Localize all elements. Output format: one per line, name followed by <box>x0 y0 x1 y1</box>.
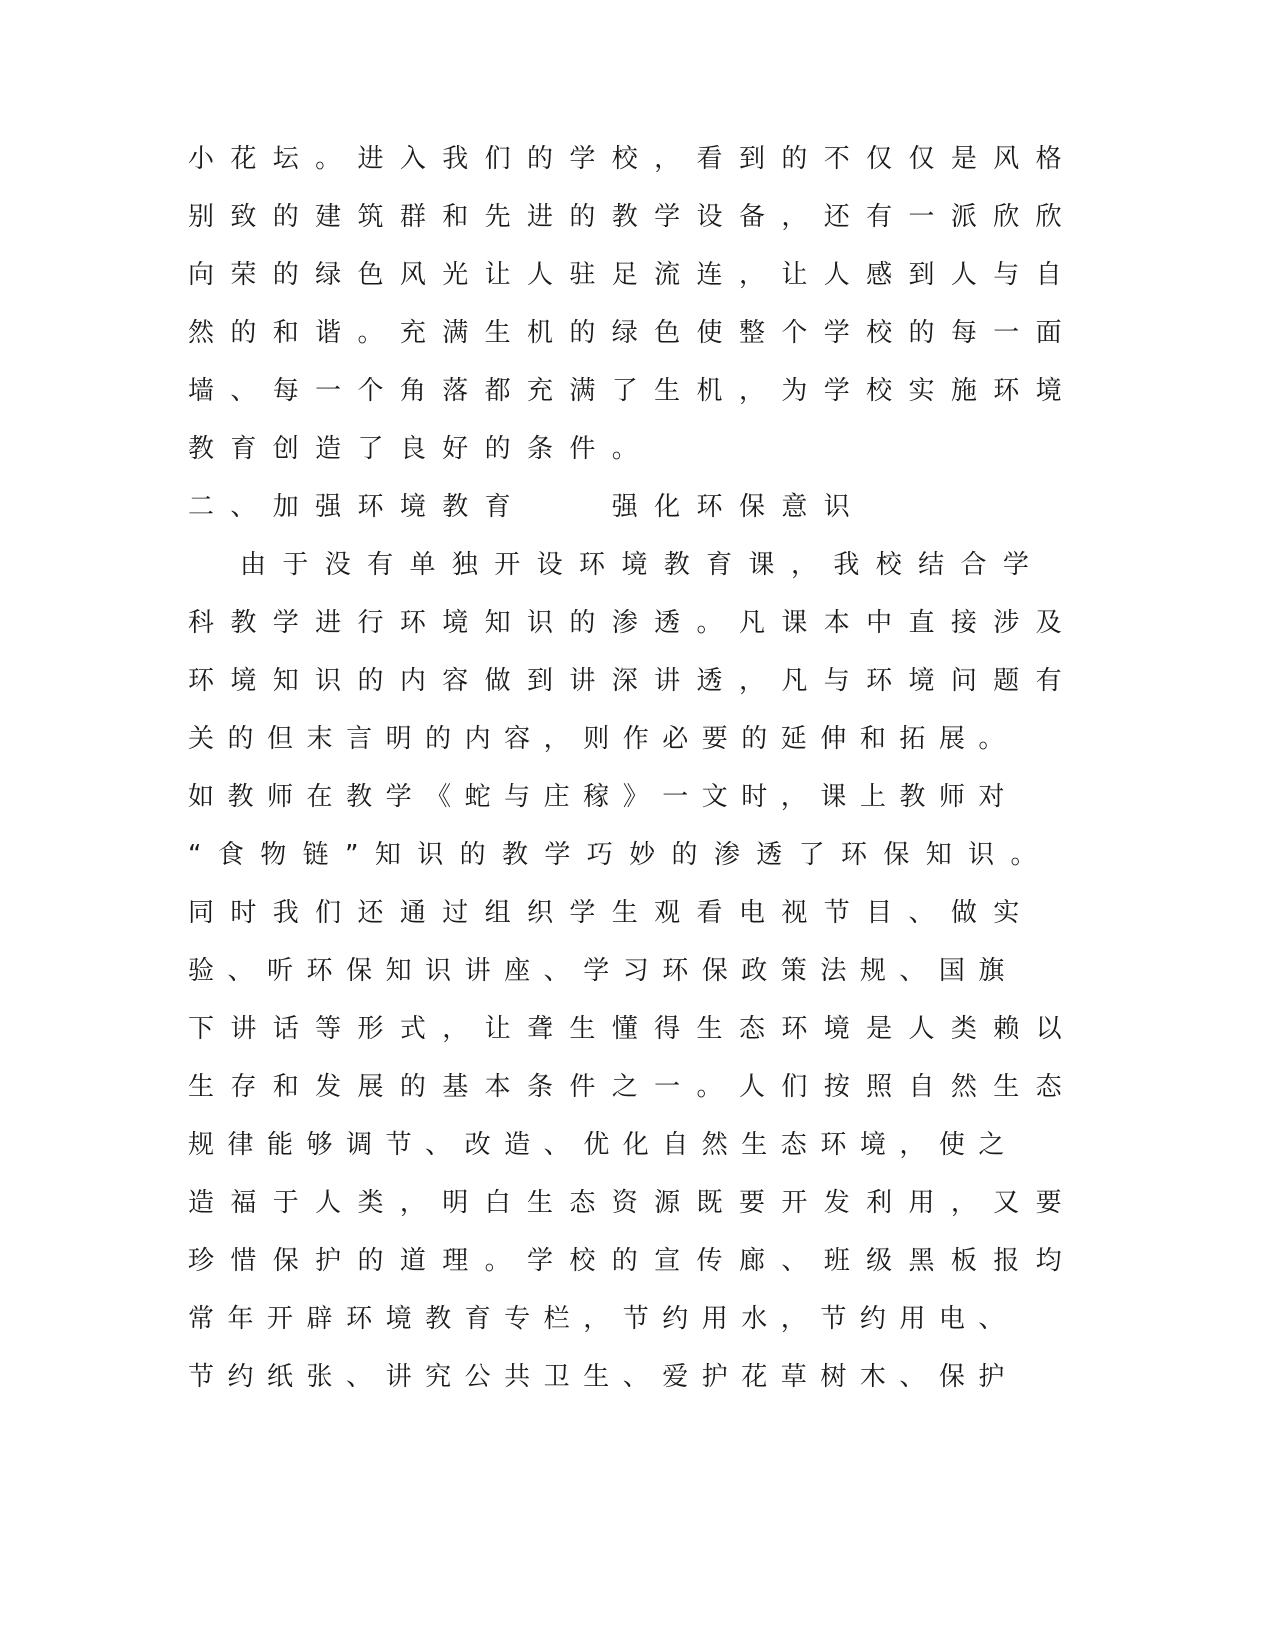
text-line: 下讲话等形式，让聋生懂得生态环境是人类赖以 <box>188 1014 1078 1044</box>
text-line: 墙、每一个角落都充满了生机，为学校实施环境 <box>188 376 1078 406</box>
text-line: 生存和发展的基本条件之一。人们按照自然生态 <box>188 1072 1078 1102</box>
text-line: 常年开辟环境教育专栏，节约用水，节约用电、 <box>188 1304 1018 1334</box>
text-line: 教育创造了良好的条件。 <box>188 434 655 464</box>
text-line: 环境知识的内容做到讲深讲透，凡与环境问题有 <box>188 666 1078 696</box>
text-line: 然的和谐。充满生机的绿色使整个学校的每一面 <box>188 318 1078 348</box>
text-line: 关的但末言明的内容，则作必要的延伸和拓展。 <box>188 724 1018 754</box>
text-line: 科教学进行环境知识的渗透。凡课本中直接涉及 <box>188 608 1078 638</box>
text-line: 珍惜保护的道理。学校的宣传廊、班级黑板报均 <box>188 1246 1078 1276</box>
text-line: 同时我们还通过组织学生观看电视节目、做实 <box>188 898 1036 928</box>
text-line: 别致的建筑群和先进的教学设备，还有一派欣欣 <box>188 202 1078 232</box>
text-line: 造福于人类，明白生态资源既要开发利用，又要 <box>188 1188 1078 1218</box>
text-line: 向荣的绿色风光让人驻足流连，让人感到人与自 <box>188 260 1078 290</box>
text-line: 节约纸张、讲究公共卫生、爱护花草树木、保护 <box>188 1362 1018 1392</box>
text-line: “食物链”知识的教学巧妙的渗透了环保知识。 <box>188 840 1053 870</box>
text-line: 验、听环保知识讲座、学习环保政策法规、国旗 <box>188 956 1018 986</box>
text-line: 由于没有单独开设环境教育课，我校结合学 <box>240 550 1046 580</box>
text-line: 如教师在教学《蛇与庄稼》一文时，课上教师对 <box>188 782 1018 812</box>
text-line: 小花坛。进入我们的学校，看到的不仅仅是风格 <box>188 144 1078 174</box>
text-line: 规律能够调节、改造、优化自然生态环境，使之 <box>188 1130 1018 1160</box>
section-heading: 二、加强环境教育 强化环保意识 <box>188 492 867 522</box>
